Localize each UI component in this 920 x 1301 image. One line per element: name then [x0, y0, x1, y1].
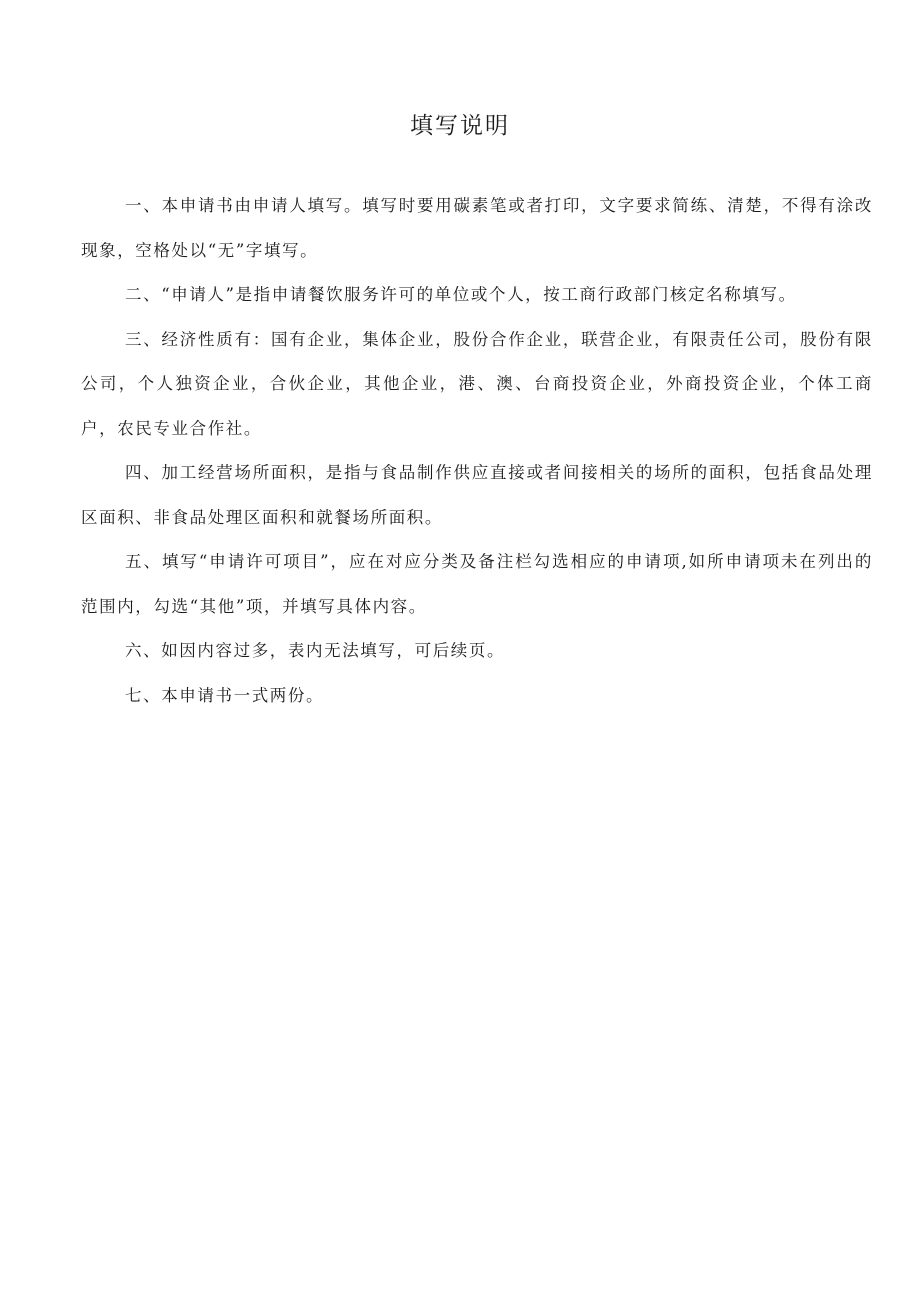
instructions-body — [81, 184, 873, 718]
instruction-item-2: 二、“申请人”是指申请餐饮服务许可的单位或个人，按工商行政部门核定名称填写。 — [125, 285, 797, 304]
instruction-item-6: 六、如因内容过多，表内无法填写，可后续页。 — [125, 641, 506, 660]
instruction-item-5: 五、填写“申请许可项目”，应在对应分类及备注栏勾选相应的申请项,如所申请项未在列出的范围内，勾选“其他”项，并填写具体内容。 — [81, 552, 873, 616]
instruction-item-1: 一、本申请书由申请人填写。填写时要用碳素笔或者打印，文字要求简练、清楚，不得有涂改现象，空格处以“无”字填写。 — [81, 196, 873, 260]
instruction-item-7: 七、本申请书一式两份。 — [125, 685, 325, 705]
instruction-item-4: 四、加工经营场所面积，是指与食品制作供应直接或者间接相关的场所的面积，包括食品处理区面积、非食品处理区面积和就餐场所面积。 — [81, 463, 873, 527]
instruction-item-3: 三、经济性质有：国有企业，集体企业，股份合作企业，联营企业，有限责任公司，股份有限公司，个人独资企业，合伙企业，其他企业，港、澳、台商投资企业，外商投资企业，个体工商户，农民专业合作社。 — [81, 329, 873, 438]
page-title: 填写说明 — [410, 113, 510, 139]
